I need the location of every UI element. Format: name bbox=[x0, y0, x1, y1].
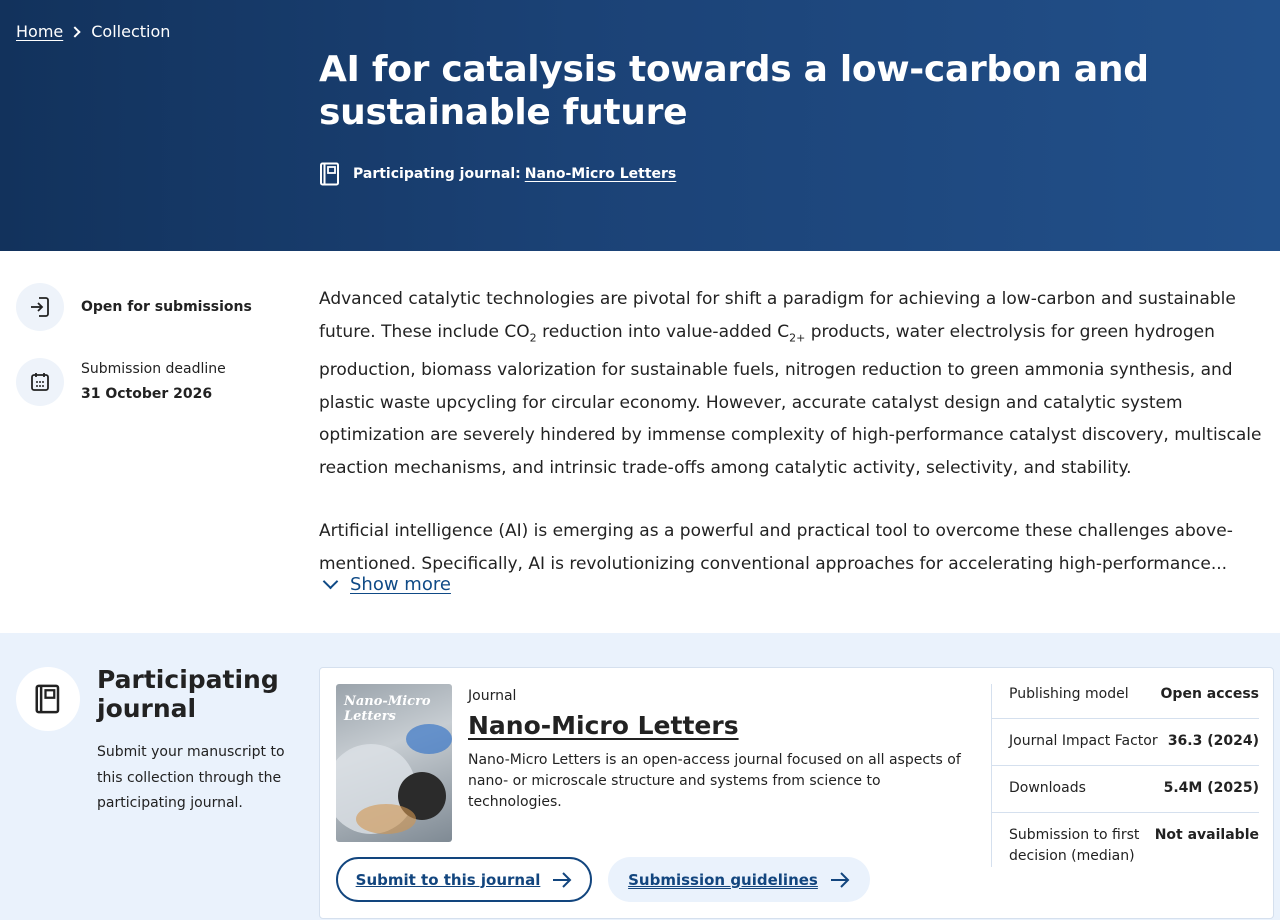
participating-journal-section bbox=[0, 633, 1280, 920]
cover-decoration bbox=[406, 724, 452, 754]
participating-journal-line bbox=[319, 162, 676, 186]
book-icon bbox=[16, 667, 80, 731]
collection-description bbox=[319, 283, 1274, 580]
submit-to-journal-button[interactable] bbox=[336, 857, 592, 902]
stat-key: Journal Impact Factor bbox=[1009, 733, 1158, 749]
subscript: 2 bbox=[529, 330, 537, 344]
arrow-right-icon bbox=[830, 872, 850, 888]
deadline-label: Submission deadline bbox=[81, 361, 226, 377]
description-paragraph-2: Artificial intelligence (AI) is emerging as a powerful and practical tool to overcome these challenges above-mentioned. Specifically, AI is revolutionizing conventional approaches for accelerating high-performance... bbox=[319, 521, 1233, 574]
stat-value: 36.3 (2024) bbox=[1167, 733, 1259, 749]
journal-cover-image[interactable] bbox=[336, 684, 452, 842]
chevron-down-icon bbox=[323, 574, 339, 590]
description-text: products, water electrolysis for green hydrogen production, biomass valorization for sustainable fuels, nitrogen reduction to green ammonia synthesis, and plastic waste upcycling for circular economy. However, accurate catalyst design and catalytic system optimization are severely hindered by immense complexity of high-performance catalyst discovery, multiscale reaction mechanisms, and intrinsic trade-offs among catalytic activity, selectivity, and stability. bbox=[319, 321, 1262, 478]
show-more-label: Show more bbox=[350, 574, 451, 595]
enter-icon bbox=[16, 283, 64, 331]
journal-stats bbox=[991, 684, 1259, 867]
cover-decoration bbox=[356, 804, 416, 834]
journal-info bbox=[468, 686, 968, 813]
journal-card bbox=[319, 667, 1274, 919]
stat-impact-factor bbox=[992, 718, 1259, 765]
journal-name-link[interactable]: Nano-Micro Letters bbox=[468, 711, 739, 740]
deadline-value: 31 October 2026 bbox=[81, 386, 213, 402]
breadcrumb-current: Collection bbox=[91, 22, 171, 41]
stat-value: 5.4M (2025) bbox=[1163, 780, 1259, 796]
journal-label: Journal bbox=[468, 688, 517, 704]
stat-key: Publishing model bbox=[1009, 686, 1129, 702]
description-paragraph-1 bbox=[319, 283, 1274, 484]
calendar-icon bbox=[16, 358, 64, 406]
collection-hero bbox=[0, 0, 1280, 251]
guidelines-button-label: Submission guidelines bbox=[628, 870, 818, 889]
participating-journal-heading: Participating journal bbox=[97, 665, 279, 723]
breadcrumb-home-link[interactable]: Home bbox=[16, 22, 64, 41]
submit-button-label: Submit to this journal bbox=[355, 870, 541, 889]
stat-key: Submission to first decision (median) bbox=[1009, 827, 1140, 864]
stat-publishing-model bbox=[992, 684, 1259, 718]
chevron-right-icon bbox=[70, 26, 81, 37]
description-text: Advanced catalytic technologies are pivotal for shift a paradigm for achieving a low-carbon and sustainable future. These include CO bbox=[319, 289, 1236, 342]
stat-value: Not available bbox=[1154, 827, 1259, 843]
page-title: AI for catalysis towards a low-carbon and sustainable future bbox=[319, 49, 1149, 133]
book-icon bbox=[319, 162, 341, 186]
stat-submission-decision bbox=[992, 812, 1259, 867]
stat-value: Open access bbox=[1160, 686, 1259, 702]
arrow-right-icon bbox=[552, 872, 572, 888]
stat-key: Downloads bbox=[1009, 780, 1086, 796]
stat-downloads bbox=[992, 765, 1259, 812]
description-text: reduction into value-added C bbox=[536, 321, 790, 342]
cover-title: Nano-Micro Letters bbox=[344, 694, 431, 724]
submission-guidelines-button[interactable] bbox=[608, 857, 870, 902]
subscript: 2+ bbox=[789, 330, 806, 344]
participating-journal-link[interactable]: Nano-Micro Letters bbox=[524, 166, 677, 182]
participating-label: Participating journal: bbox=[353, 166, 521, 182]
deadline-row bbox=[16, 357, 286, 407]
participating-journal-subtext: Submit your manuscript to this collection through the participating journal. bbox=[97, 744, 285, 811]
journal-description: Nano-Micro Letters is an open-access journal focused on all aspects of nano- or microscale structure and systems from science to technologies. bbox=[468, 752, 961, 810]
breadcrumb bbox=[16, 21, 170, 43]
collection-meta bbox=[16, 283, 286, 433]
status-row bbox=[16, 283, 286, 331]
show-more-button[interactable] bbox=[319, 574, 451, 595]
status-text: Open for submissions bbox=[81, 298, 252, 315]
